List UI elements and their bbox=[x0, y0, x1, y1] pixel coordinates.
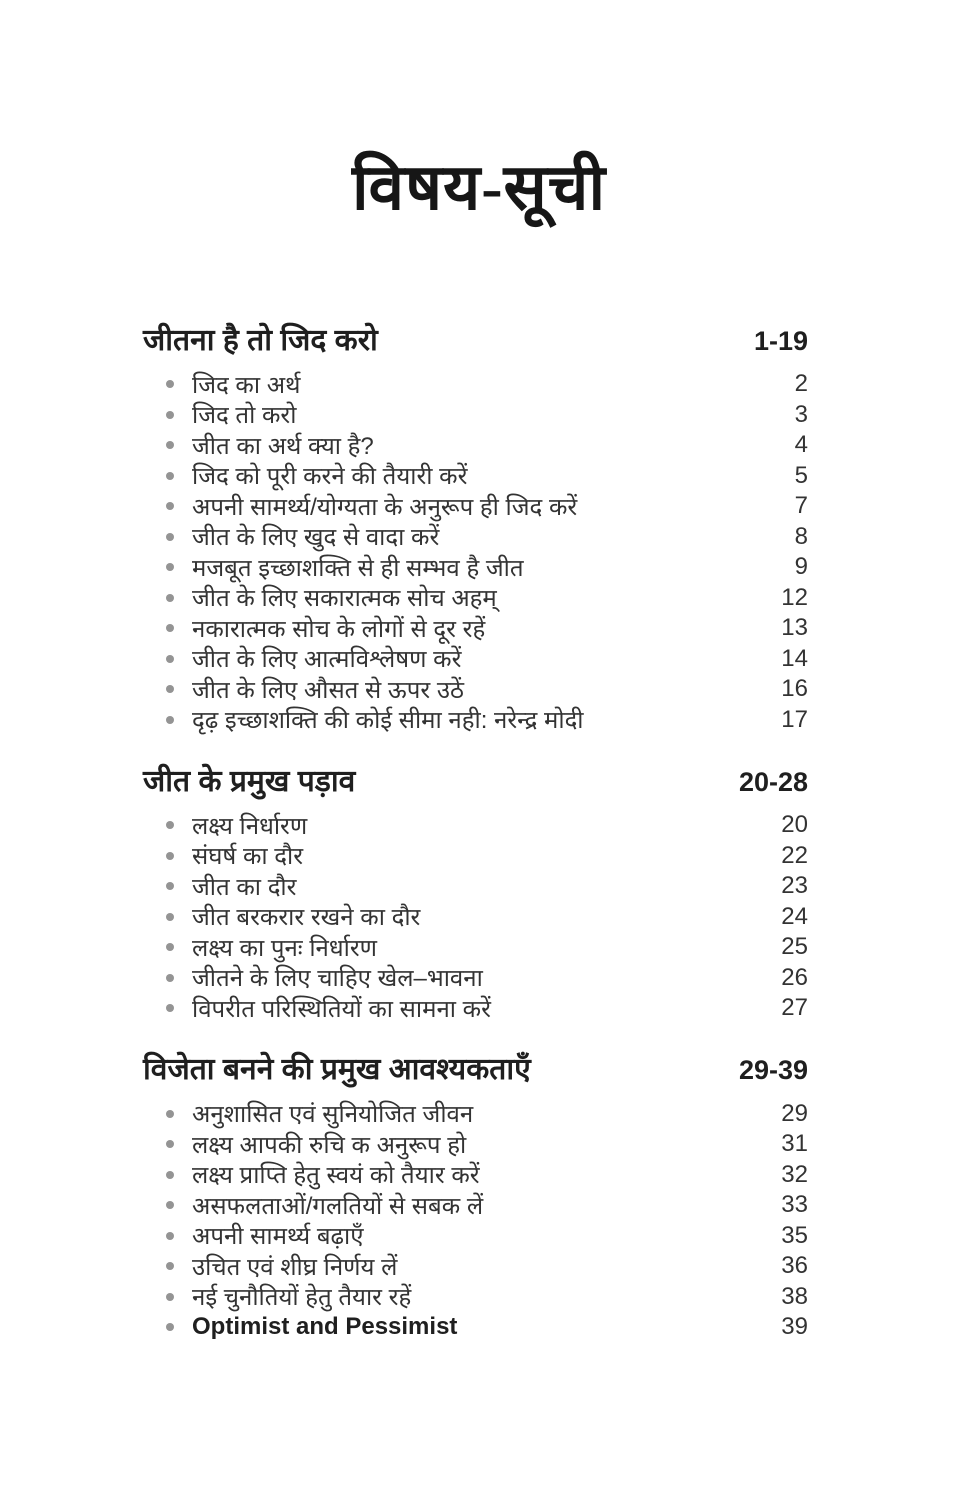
entry-title: जिद का अर्थ bbox=[192, 371, 301, 399]
bullet-icon bbox=[166, 624, 174, 632]
bullet-icon bbox=[166, 913, 174, 921]
entry-page-number: 22 bbox=[781, 841, 808, 869]
entry-page-number: 25 bbox=[781, 933, 808, 961]
entry-title: अपनी सामर्थ्य/योग्यता के अनुरूप ही जिद करें bbox=[192, 493, 578, 521]
entry-title: जीत का दौर bbox=[192, 873, 297, 901]
toc-entry bbox=[143, 1251, 808, 1282]
entry-page-number: 13 bbox=[781, 614, 808, 642]
bullet-icon bbox=[166, 685, 174, 693]
toc-entry bbox=[143, 1281, 808, 1312]
entry-title: असफलताओं/गलतियों से सबक लें bbox=[192, 1192, 484, 1220]
entry-page-number: 38 bbox=[781, 1282, 808, 1310]
toc-entry bbox=[143, 613, 808, 644]
entry-title: लक्ष्य प्राप्ति हेतु स्वयं को तैयार करें bbox=[192, 1162, 480, 1190]
entry-page-number: 20 bbox=[781, 811, 808, 839]
toc-entry bbox=[143, 552, 808, 583]
section-entry-list bbox=[143, 810, 808, 1024]
toc-entry bbox=[143, 932, 808, 963]
bullet-icon bbox=[166, 852, 174, 860]
entry-page-number: 39 bbox=[781, 1313, 808, 1341]
toc-entry bbox=[143, 1159, 808, 1190]
bullet-icon bbox=[166, 716, 174, 724]
entry-page-number: 23 bbox=[781, 872, 808, 900]
bullet-icon bbox=[166, 1140, 174, 1148]
entry-title: नकारात्मक सोच के लोगों से दूर रहें bbox=[192, 615, 486, 643]
bullet-icon bbox=[166, 594, 174, 602]
bullet-icon bbox=[166, 533, 174, 541]
section-page-range: 1-19 bbox=[753, 325, 808, 356]
toc-entry bbox=[143, 674, 808, 705]
bullet-icon bbox=[166, 1004, 174, 1012]
bullet-icon bbox=[166, 882, 174, 890]
entry-title: संघर्ष का दौर bbox=[192, 843, 304, 871]
toc-entry bbox=[143, 399, 808, 430]
entry-page-number: 9 bbox=[794, 553, 808, 581]
entry-page-number: 5 bbox=[794, 461, 808, 489]
entry-page-number: 8 bbox=[794, 522, 808, 550]
entry-title: दृढ़ इच्छाशक्ति की कोई सीमा नही: नरेन्द्र मोदी bbox=[192, 707, 584, 735]
toc-entry bbox=[143, 369, 808, 400]
bullet-icon bbox=[166, 1293, 174, 1301]
entry-title: जीतने के लिए चाहिए खेल–भावना bbox=[192, 965, 483, 993]
bullet-icon bbox=[166, 1110, 174, 1118]
section-entry-list bbox=[143, 1098, 808, 1342]
bullet-icon bbox=[166, 1262, 174, 1270]
entry-page-number: 36 bbox=[781, 1252, 808, 1280]
toc-entry bbox=[143, 810, 808, 841]
entry-title: जीत का अर्थ क्या है? bbox=[192, 432, 374, 460]
entry-page-number: 16 bbox=[781, 675, 808, 703]
toc-entry bbox=[143, 901, 808, 932]
toc-entry bbox=[143, 1129, 808, 1160]
entry-page-number: 33 bbox=[781, 1191, 808, 1219]
bullet-icon bbox=[166, 411, 174, 419]
entry-page-number: 14 bbox=[781, 644, 808, 672]
toc-entry bbox=[143, 643, 808, 674]
entry-title: जीत के लिए खुद से वादा करें bbox=[192, 524, 440, 552]
bullet-icon bbox=[166, 655, 174, 663]
entry-title: मजबूत इच्छाशक्ति से ही सम्भव है जीत bbox=[192, 554, 524, 582]
bullet-icon bbox=[166, 502, 174, 510]
toc-entry bbox=[143, 704, 808, 735]
toc-entry bbox=[143, 993, 808, 1024]
entry-title: जीत के लिए आत्मविश्लेषण करें bbox=[192, 646, 462, 674]
page-title: विषय-सूची bbox=[351, 152, 607, 223]
entry-title: लक्ष्य निर्धारण bbox=[192, 812, 308, 840]
entry-title: जीत के लिए सकारात्मक सोच अहम् bbox=[192, 585, 497, 613]
toc-entry bbox=[143, 871, 808, 902]
entry-title: उचित एवं शीघ्र निर्णय लें bbox=[192, 1253, 398, 1281]
toc-entry bbox=[143, 1098, 808, 1129]
entry-page-number: 31 bbox=[781, 1130, 808, 1158]
bullet-icon bbox=[166, 974, 174, 982]
entry-page-number: 2 bbox=[794, 370, 808, 398]
toc-section bbox=[143, 322, 808, 735]
entry-title: विपरीत परिस्थितियों का सामना करें bbox=[192, 995, 491, 1023]
section-title: जीत के प्रमुख पड़ाव bbox=[143, 764, 356, 798]
entry-page-number: 24 bbox=[781, 902, 808, 930]
bullet-icon bbox=[166, 563, 174, 571]
entry-title: जीत के लिए औसत से ऊपर उठें bbox=[192, 676, 464, 704]
entry-page-number: 4 bbox=[794, 431, 808, 459]
section-page-range: 20-28 bbox=[738, 766, 808, 797]
toc-entry bbox=[143, 491, 808, 522]
entry-title: जिद तो करो bbox=[192, 402, 297, 430]
entry-page-number: 35 bbox=[781, 1221, 808, 1249]
toc-section bbox=[143, 1051, 808, 1342]
toc-entry bbox=[143, 1312, 808, 1343]
entry-title: जीत बरकरार रखने का दौर bbox=[192, 904, 421, 932]
toc-sections bbox=[143, 322, 808, 1343]
toc-entry bbox=[143, 1190, 808, 1221]
entry-title: अनुशासित एवं सुनियोजित जीवन bbox=[192, 1101, 474, 1129]
entry-page-number: 29 bbox=[781, 1099, 808, 1127]
bullet-icon bbox=[166, 441, 174, 449]
section-title: विजेता बनने की प्रमुख आवश्यकताएँ bbox=[143, 1053, 531, 1087]
bullet-icon bbox=[166, 1232, 174, 1240]
section-page-range: 29-39 bbox=[738, 1055, 808, 1086]
entry-page-number: 7 bbox=[794, 492, 808, 520]
entry-page-number: 17 bbox=[781, 705, 808, 733]
entry-title: Optimist and Pessimist bbox=[192, 1313, 458, 1341]
toc-entry bbox=[143, 582, 808, 613]
bullet-icon bbox=[166, 821, 174, 829]
toc-entry bbox=[143, 962, 808, 993]
bullet-icon bbox=[166, 380, 174, 388]
entry-page-number: 12 bbox=[781, 583, 808, 611]
toc-entry bbox=[143, 430, 808, 461]
toc-entry bbox=[143, 840, 808, 871]
section-title: जीतना है तो जिद करो bbox=[143, 323, 378, 357]
entry-title: लक्ष्य का पुनः निर्धारण bbox=[192, 934, 378, 962]
toc-entry bbox=[143, 521, 808, 552]
entry-title: लक्ष्य आपकी रुचि क अनुरूप हो bbox=[192, 1131, 467, 1159]
entry-page-number: 32 bbox=[781, 1160, 808, 1188]
section-heading bbox=[143, 322, 808, 360]
bullet-icon bbox=[166, 1171, 174, 1179]
toc-section bbox=[143, 763, 808, 1024]
entry-title: अपनी सामर्थ्य बढ़ाएँ bbox=[192, 1223, 364, 1251]
toc-entry bbox=[143, 1220, 808, 1251]
section-heading bbox=[143, 1051, 808, 1089]
bullet-icon bbox=[166, 1201, 174, 1209]
bullet-icon bbox=[166, 1323, 174, 1331]
section-heading bbox=[143, 763, 808, 801]
toc-entry bbox=[143, 460, 808, 491]
entry-page-number: 26 bbox=[781, 963, 808, 991]
entry-title: नई चुनौतियों हेतु तैयार रहें bbox=[192, 1284, 412, 1312]
entry-page-number: 27 bbox=[781, 994, 808, 1022]
section-entry-list bbox=[143, 369, 808, 735]
bullet-icon bbox=[166, 943, 174, 951]
entry-title: जिद को पूरी करने की तैयारी करें bbox=[192, 463, 468, 491]
bullet-icon bbox=[166, 472, 174, 480]
entry-page-number: 3 bbox=[794, 400, 808, 428]
